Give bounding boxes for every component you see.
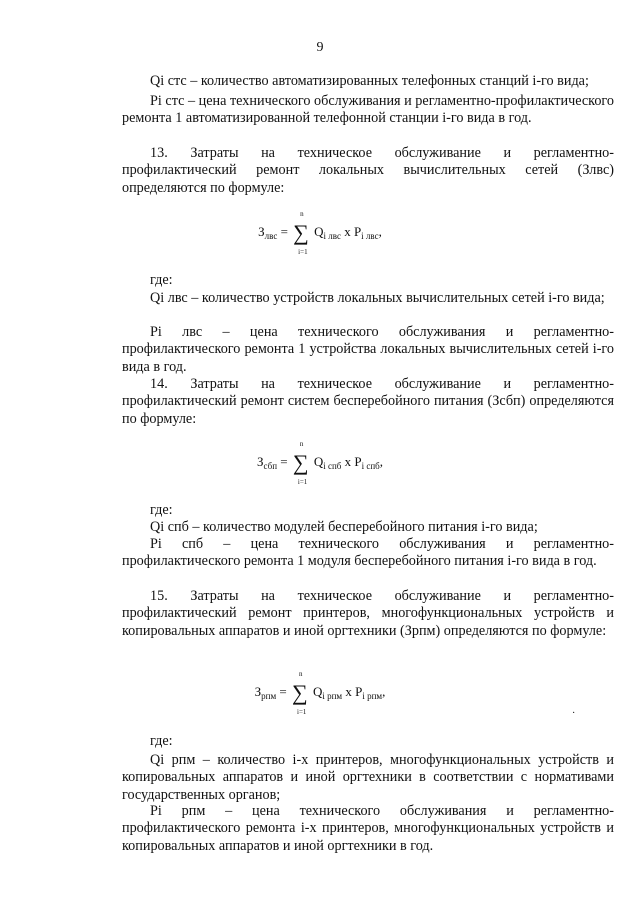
paragraph: где: [150, 272, 173, 288]
page-number: 9 [316, 40, 324, 55]
paragraph: 14. Затраты на техническое обслуживание и регламентно-профилактический ремонт систем бесперебойного питания (Зсбп) определяются по формуле: [122, 376, 614, 427]
paragraph: Qi рпм – количество i-х принтеров, многофункциональных устройств и копировальных аппаратов и иной оргтехники в соответствии с нормативами государственных органов; [122, 752, 614, 803]
formula-sbp: $З_{сбп}$ = ∑ n i=1 $Q_{i спб}$ x $P_{i спб}$, [257, 440, 383, 486]
paragraph: где: [150, 502, 173, 518]
paragraph: где: [150, 733, 173, 749]
formula-lvs: $З_{лвс}$ = ∑ n i=1 $Q_{i лвс}$ x $P_{i лвс}$, [258, 210, 382, 256]
paragraph: Pi рпм – цена технического обслуживания и регламентно-профилактического ремонта i-х принтеров, многофункциональных устройств и копировальных аппаратов и иной оргтехники в год. [122, 803, 614, 854]
paragraph: 13. Затраты на техническое обслуживание и регламентно-профилактический ремонт локальных вычислительных сетей (Злвс) определяются по формуле: [122, 145, 614, 196]
scan-speck: · [572, 708, 576, 719]
sum-symbol: ∑ n i=1 [292, 670, 308, 716]
sum-symbol: ∑ n i=1 [292, 440, 309, 486]
sum-symbol: ∑ n i=1 [293, 210, 309, 256]
formula-rpm: $З_{рпм}$ = ∑ n i=1 $Q_{i рпм}$ x $P_{i рпм}$, [254, 670, 386, 716]
paragraph: Qi спб – количество модулей бесперебойного питания i-го вида; [150, 519, 538, 535]
paragraph: Pi спб – цена технического обслуживания и регламентно-профилактического ремонта 1 модуля бесперебойного питания i-го вида в год. [122, 536, 614, 570]
paragraph: Qi стс – количество автоматизированных телефонных станций i-го вида; [150, 73, 589, 89]
paragraph: Pi лвс – цена технического обслуживания и регламентно-профилактического ремонта 1 устройства локальных вычислительных сетей i-го вида в год. [122, 324, 614, 375]
paragraph: Pi стс – цена технического обслуживания и регламентно-профилактического ремонта 1 автоматизированной телефонной станции i-го вида в год. [122, 93, 614, 127]
paragraph: Qi лвс – количество устройств локальных вычислительных сетей i-го вида; [150, 290, 605, 306]
paragraph: 15. Затраты на техническое обслуживание и регламентно-профилактический ремонт принтеров, многофункциональных устройств и копировальных аппаратов и иной оргтехники (Зрпм) определяются по формуле: [122, 588, 614, 639]
